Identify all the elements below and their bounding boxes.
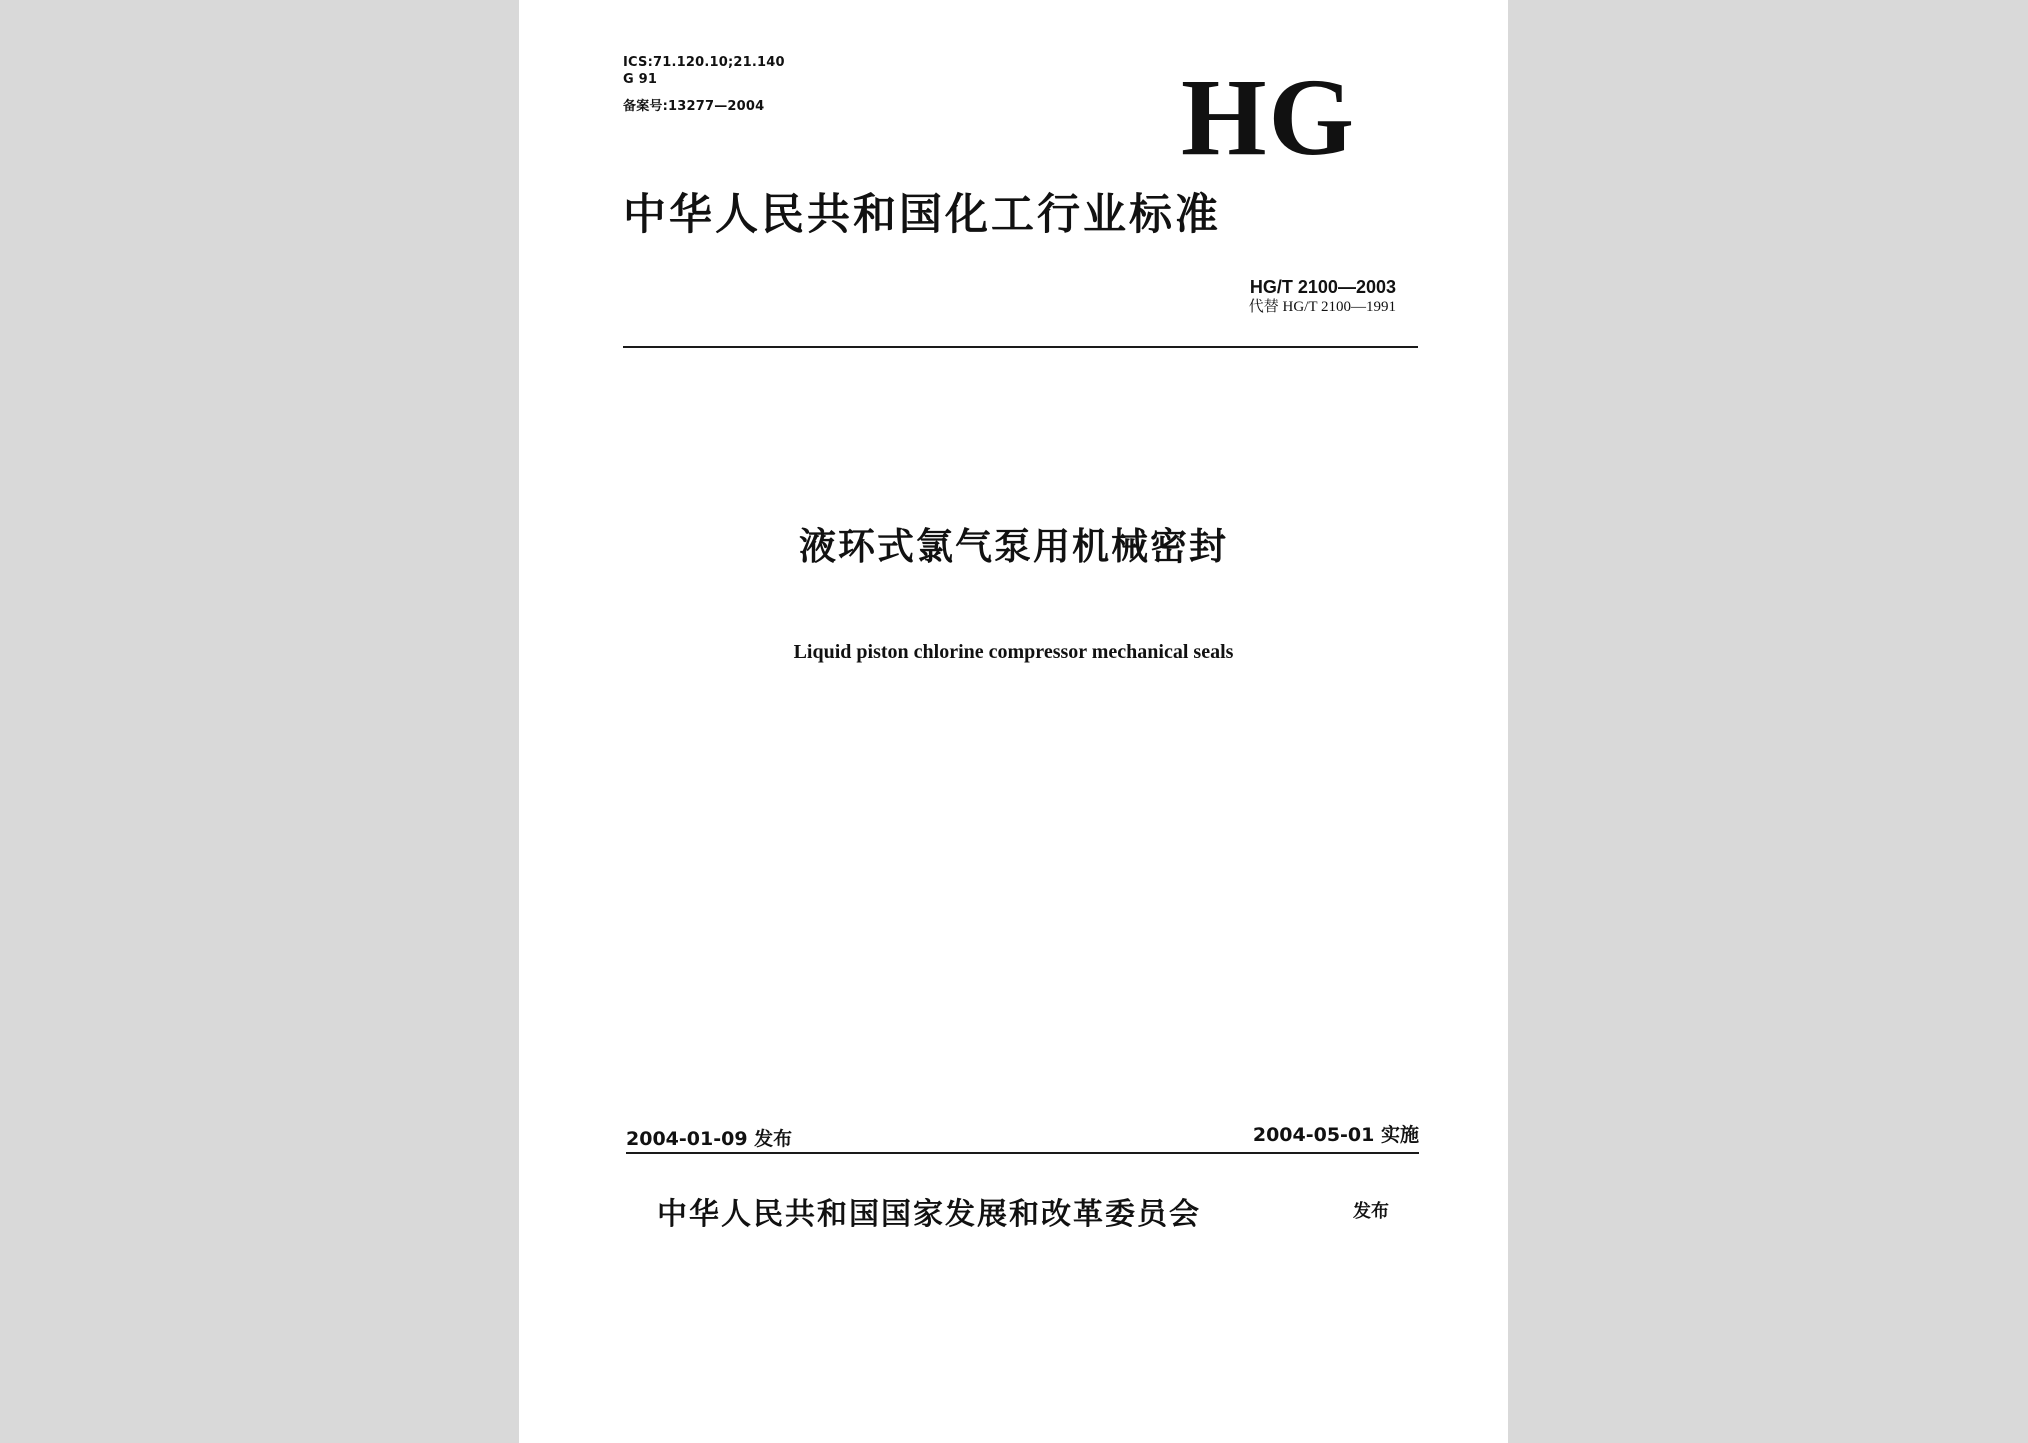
document-title-en: Liquid piston chlorine compressor mechanical seals: [793, 641, 1234, 663]
publisher-name: 中华人民共和国国家发展和改革委员会: [657, 1197, 1201, 1232]
document-page: [519, 0, 1508, 1443]
issue-date: 2004-01-09 发布: [626, 1128, 793, 1150]
standard-code: HG/T 2100—2003: [1249, 277, 1396, 297]
ics-code: ICS:71.120.10;21.140: [623, 55, 785, 70]
document-title-cn: 液环式氯气泵用机械密封: [799, 525, 1228, 568]
publisher-action: 发布: [1353, 1201, 1389, 1222]
footer-divider: [626, 1152, 1419, 1154]
hg-logo: HG: [1181, 56, 1357, 178]
standard-category-title: 中华人民共和国化工行业标准: [623, 190, 1221, 240]
replaced-standard: 代替 HG/T 2100—1991: [1248, 299, 1396, 315]
header-divider: [623, 346, 1418, 348]
implementation-date: 2004-05-01 实施: [1252, 1124, 1419, 1146]
ccs-code: G 91: [623, 72, 658, 87]
filing-number: 备案号:13277—2004: [623, 99, 765, 114]
